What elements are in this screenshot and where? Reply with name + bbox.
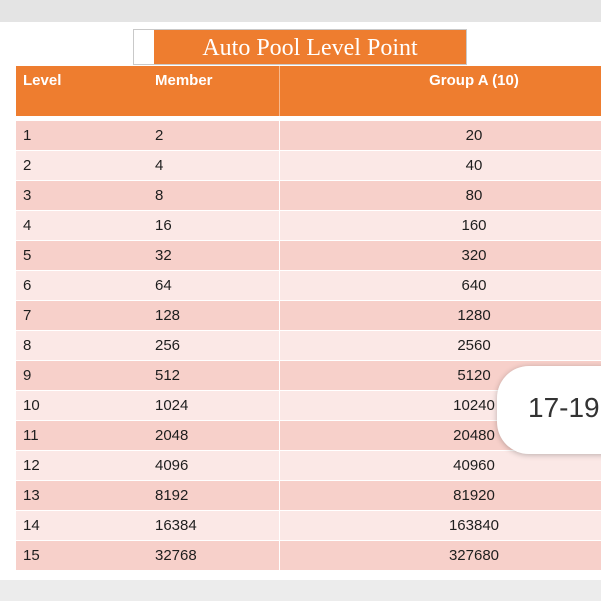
header-group: Group A (10) bbox=[429, 72, 519, 89]
table-row bbox=[16, 450, 601, 480]
table-row bbox=[16, 330, 601, 360]
column-divider bbox=[279, 391, 280, 420]
column-divider bbox=[279, 421, 280, 450]
column-divider bbox=[279, 271, 280, 300]
header-divider bbox=[279, 66, 280, 116]
table-row bbox=[16, 210, 601, 240]
date-overlay-bubble[interactable] bbox=[497, 366, 601, 454]
cell-level: 14 bbox=[23, 517, 40, 534]
cell-group: 10240 bbox=[453, 397, 495, 414]
date-overlay-text: 17-19 bbox=[528, 392, 600, 423]
title-frame bbox=[133, 29, 467, 65]
table-row bbox=[16, 480, 601, 510]
cell-member: 256 bbox=[155, 337, 181, 354]
cell-level: 8 bbox=[23, 337, 32, 354]
column-divider bbox=[279, 241, 280, 270]
table-body bbox=[16, 120, 601, 570]
cell-member: 1024 bbox=[155, 397, 189, 414]
cell-member: 16 bbox=[155, 217, 172, 234]
cell-group: 20480 bbox=[453, 427, 495, 444]
cell-group: 5120 bbox=[457, 367, 491, 384]
cell-level: 5 bbox=[23, 247, 32, 264]
cell-member: 16384 bbox=[155, 517, 197, 534]
cell-member: 2048 bbox=[155, 427, 189, 444]
cell-member: 512 bbox=[155, 367, 181, 384]
header-level: Level bbox=[23, 72, 62, 89]
cell-level: 3 bbox=[23, 187, 32, 204]
cell-level: 1 bbox=[23, 127, 32, 144]
cell-level: 13 bbox=[23, 487, 40, 504]
cell-group: 160 bbox=[461, 217, 487, 234]
cell-group: 40 bbox=[465, 157, 483, 174]
cell-group: 80 bbox=[465, 187, 483, 204]
level-point-table bbox=[16, 66, 601, 570]
column-divider bbox=[279, 181, 280, 210]
cell-member: 4096 bbox=[155, 457, 189, 474]
column-divider bbox=[279, 301, 280, 330]
table-title: Auto Pool Level Point bbox=[154, 30, 466, 64]
cell-group: 327680 bbox=[448, 547, 500, 564]
cell-group: 320 bbox=[461, 247, 487, 264]
column-divider bbox=[279, 361, 280, 390]
cell-group: 81920 bbox=[453, 487, 495, 504]
cell-group: 1280 bbox=[457, 307, 491, 324]
table-row bbox=[16, 240, 601, 270]
cell-level: 12 bbox=[23, 457, 40, 474]
column-divider bbox=[279, 121, 280, 150]
bottom-band bbox=[0, 580, 601, 601]
table-row bbox=[16, 510, 601, 540]
cell-group: 640 bbox=[461, 277, 487, 294]
table-header bbox=[16, 66, 601, 116]
cell-level: 6 bbox=[23, 277, 32, 294]
table-row bbox=[16, 120, 601, 150]
cell-level: 10 bbox=[23, 397, 40, 414]
cell-member: 2 bbox=[155, 127, 164, 144]
cell-level: 11 bbox=[23, 427, 39, 444]
table-row bbox=[16, 270, 601, 300]
cell-group: 163840 bbox=[448, 517, 500, 534]
cell-group: 40960 bbox=[453, 457, 495, 474]
cell-member: 32768 bbox=[155, 547, 197, 564]
column-divider bbox=[279, 151, 280, 180]
header-member: Member bbox=[155, 72, 213, 89]
top-band bbox=[0, 0, 601, 22]
table-row bbox=[16, 540, 601, 570]
cell-level: 9 bbox=[23, 367, 32, 384]
cell-member: 64 bbox=[155, 277, 172, 294]
cell-level: 2 bbox=[23, 157, 32, 174]
cell-level: 7 bbox=[23, 307, 32, 324]
cell-group: 20 bbox=[465, 127, 483, 144]
cell-member: 32 bbox=[155, 247, 172, 264]
cell-member: 4 bbox=[155, 157, 164, 174]
cell-level: 4 bbox=[23, 217, 32, 234]
table-row bbox=[16, 150, 601, 180]
column-divider bbox=[279, 541, 280, 570]
cell-level: 15 bbox=[23, 547, 40, 564]
cell-member: 8192 bbox=[155, 487, 189, 504]
table-row bbox=[16, 180, 601, 210]
cell-member: 128 bbox=[155, 307, 181, 324]
column-divider bbox=[279, 481, 280, 510]
column-divider bbox=[279, 451, 280, 480]
column-divider bbox=[279, 331, 280, 360]
cell-member: 8 bbox=[155, 187, 164, 204]
cell-group: 2560 bbox=[457, 337, 491, 354]
table-row bbox=[16, 300, 601, 330]
column-divider bbox=[279, 511, 280, 540]
column-divider bbox=[279, 211, 280, 240]
